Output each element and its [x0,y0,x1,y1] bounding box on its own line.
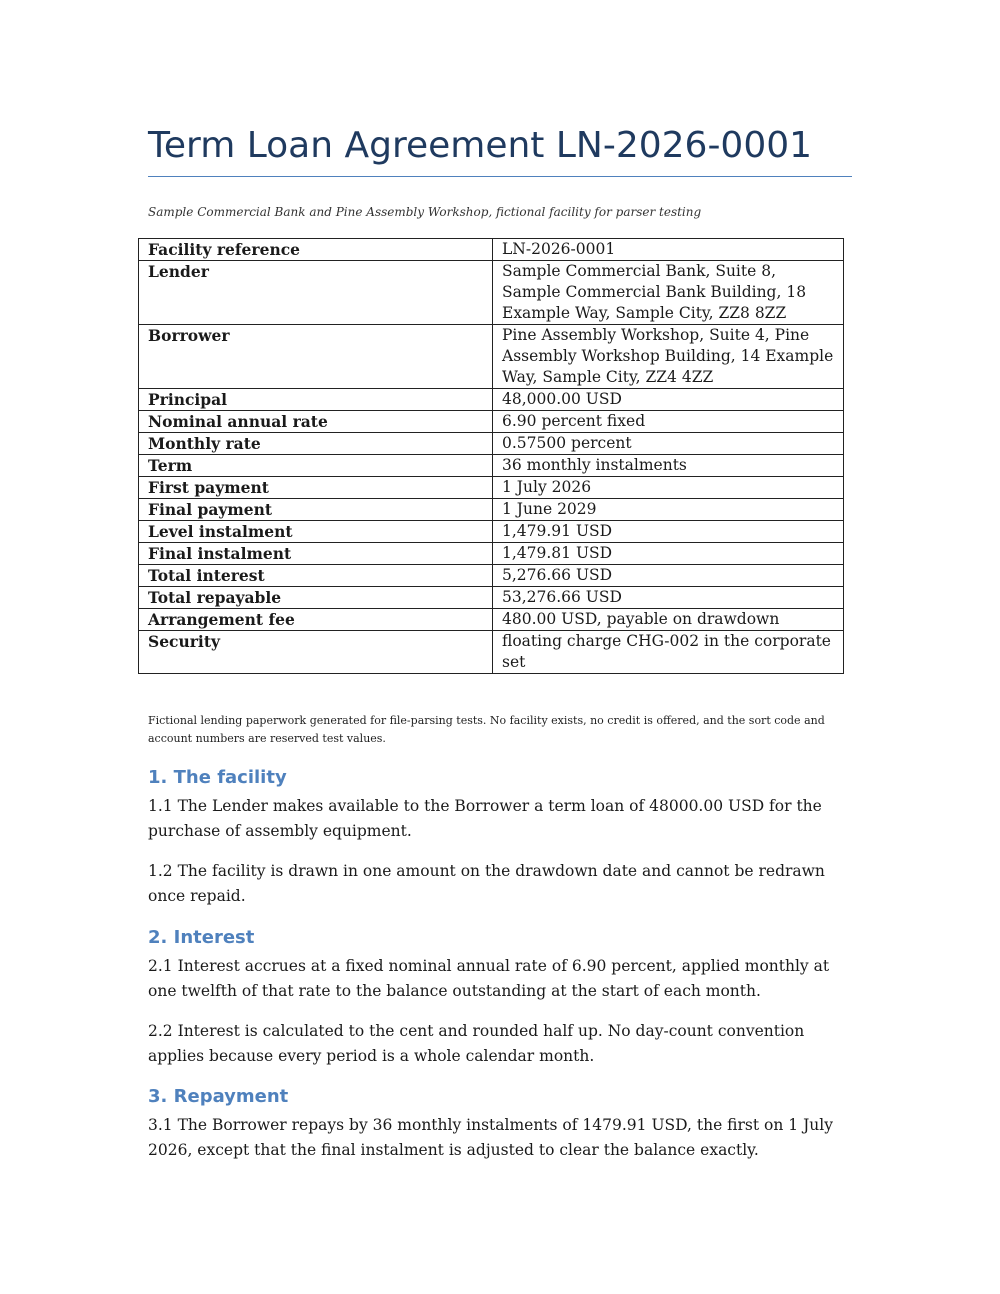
row-value: 5,276.66 USD [493,565,844,587]
table-row [139,325,844,389]
section-heading: 3. Repayment [148,1086,289,1107]
row-label: First payment [139,477,493,499]
table-row [139,477,844,499]
row-label: Security [139,631,493,674]
section-facility [148,766,848,908]
row-label: Arrangement fee [139,609,493,631]
row-value: 36 monthly instalments [493,455,844,477]
row-label: Term [139,455,493,477]
table-row [139,609,844,631]
table-row [139,389,844,411]
row-value: floating charge CHG-002 in the corporate set [493,631,844,674]
table-row [139,499,844,521]
table-row [139,565,844,587]
section-repayment [148,1085,848,1162]
table-row [139,543,844,565]
row-label: Facility reference [139,239,493,261]
facility-summary-table [138,238,844,674]
row-value: 53,276.66 USD [493,587,844,609]
disclaimer-note: Fictional lending paperwork generated for file-parsing tests. No facility exists, no credit is offered, and the sort code and account numbers are reserved test values. [148,714,825,745]
row-label: Total interest [139,565,493,587]
table-row [139,587,844,609]
row-label: Principal [139,389,493,411]
clause-paragraph: 2.1 Interest accrues at a fixed nominal annual rate of 6.90 percent, applied monthly at one twelfth of that rate to the balance outstanding at the start of each month. [148,957,830,1000]
row-value: 480.00 USD, payable on drawdown [493,609,844,631]
table-row [139,455,844,477]
document-title: Term Loan Agreement LN-2026-0001 [148,125,813,166]
document-subtitle: Sample Commercial Bank and Pine Assembly Workshop, fictional facility for parser testing [148,205,702,219]
row-label: Level instalment [139,521,493,543]
table-row [139,261,844,325]
row-value: 1 July 2026 [493,477,844,499]
section-heading: 1. The facility [148,767,287,788]
clause-paragraph: 1.1 The Lender makes available to the Borrower a term loan of 48000.00 USD for the purchase of assembly equipment. [148,797,822,840]
section-interest [148,926,848,1068]
row-label: Total repayable [139,587,493,609]
row-label: Final instalment [139,543,493,565]
row-label: Borrower [139,325,493,389]
table-row [139,411,844,433]
clause-paragraph: 1.2 The facility is drawn in one amount on the drawdown date and cannot be redrawn once repaid. [148,862,825,905]
table-row [139,631,844,674]
row-value: Sample Commercial Bank, Suite 8, Sample Commercial Bank Building, 18 Example Way, Sample City, ZZ8 8ZZ [493,261,844,325]
row-value: 48,000.00 USD [493,389,844,411]
row-value: 1,479.91 USD [493,521,844,543]
clause-paragraph: 3.1 The Borrower repays by 36 monthly instalments of 1479.91 USD, the first on 1 July 2026, except that the final instalment is adjusted to clear the balance exactly. [148,1116,833,1159]
row-value: 1,479.81 USD [493,543,844,565]
table-row [139,521,844,543]
row-label: Monthly rate [139,433,493,455]
row-value: 0.57500 percent [493,433,844,455]
row-value: 1 June 2029 [493,499,844,521]
clause-paragraph: 2.2 Interest is calculated to the cent and rounded half up. No day-count convention applies because every period is a whole calendar month. [148,1022,805,1065]
title-underline [148,176,852,177]
table-row [139,239,844,261]
row-label: Final payment [139,499,493,521]
row-label: Nominal annual rate [139,411,493,433]
table-row [139,433,844,455]
row-value: LN-2026-0001 [493,239,844,261]
row-value: 6.90 percent fixed [493,411,844,433]
row-label: Lender [139,261,493,325]
row-value: Pine Assembly Workshop, Suite 4, Pine Assembly Workshop Building, 14 Example Way, Sample City, ZZ4 4ZZ [493,325,844,389]
section-heading: 2. Interest [148,927,255,948]
